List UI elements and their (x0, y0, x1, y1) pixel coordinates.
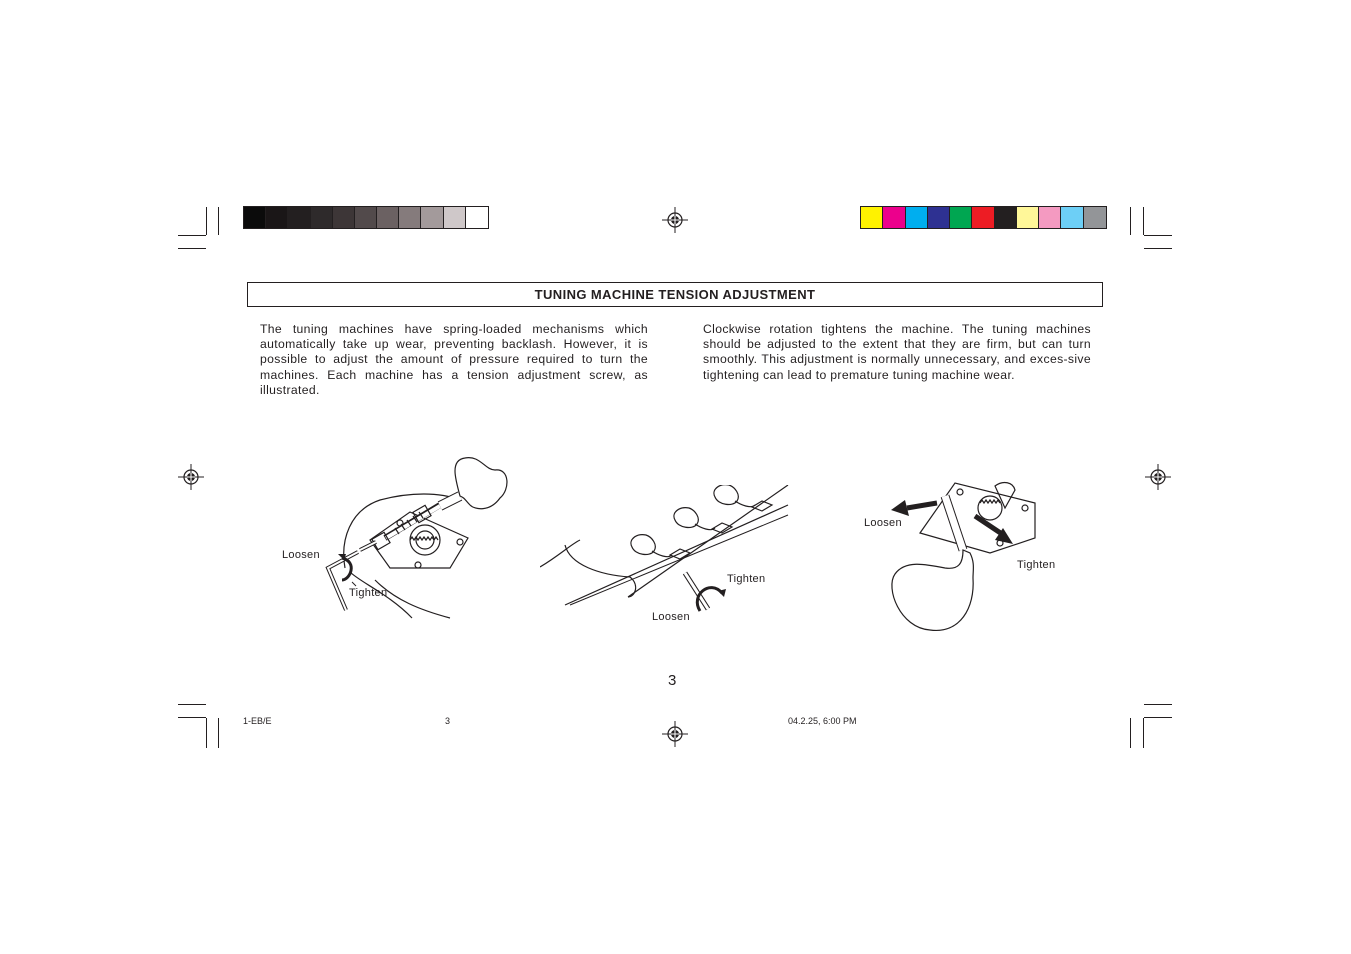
crop-mark (1144, 717, 1172, 718)
color-swatch (1017, 207, 1039, 228)
fig2-tighten-label: Tighten (727, 573, 766, 585)
color-swatch (311, 207, 333, 228)
color-swatch (244, 207, 266, 228)
process-color-bar (860, 206, 1107, 229)
color-swatch (355, 207, 377, 228)
color-swatch (883, 207, 905, 228)
crop-mark (178, 248, 206, 249)
color-swatch (1039, 207, 1061, 228)
fig2-loosen-label: Loosen (652, 611, 690, 623)
slug-file-name: 1-EB/E (243, 716, 272, 726)
crop-mark (1130, 718, 1131, 748)
fig3-tighten-label: Tighten (1017, 559, 1056, 571)
section-title-text: TUNING MACHINE TENSION ADJUSTMENT (534, 287, 816, 302)
crop-mark (1143, 718, 1144, 748)
color-swatch (377, 207, 399, 228)
color-swatch (421, 207, 443, 228)
crop-mark (178, 704, 206, 705)
color-swatch (995, 207, 1017, 228)
fig3-loosen-label: Loosen (864, 517, 902, 529)
page-number: 3 (668, 672, 677, 689)
grayscale-color-bar (243, 206, 489, 229)
color-swatch (333, 207, 355, 228)
color-swatch (861, 207, 883, 228)
fig1-loosen-label: Loosen (282, 549, 320, 561)
color-swatch (906, 207, 928, 228)
color-swatch (950, 207, 972, 228)
registration-mark-icon (662, 721, 688, 747)
slug-timestamp: 04.2.25, 6:00 PM (788, 716, 857, 726)
fig1-tighten-label: Tighten (349, 587, 388, 599)
registration-mark-icon (178, 464, 204, 490)
color-swatch (288, 207, 310, 228)
color-swatch (928, 207, 950, 228)
crop-mark (218, 207, 219, 235)
registration-mark-icon (1145, 464, 1171, 490)
color-swatch (266, 207, 288, 228)
figure-key-adjustment (885, 478, 1055, 638)
color-swatch (466, 207, 488, 228)
crop-mark (206, 207, 207, 235)
paragraph-right: Clockwise rotation tightens the machine. The tuning machines should be adjusted to the extent that they are firm, but can turn smoothly. This adjustment is normally unnecessary, and exces-sive tightening can lead to premature tuning machine wear. (703, 322, 1091, 382)
color-swatch (1061, 207, 1083, 228)
crop-mark (178, 235, 206, 236)
paragraph-left: The tuning machines have spring-loaded mechanisms which automatically take up wear, preventing backlash. However, it is possible to adjust the amount of pressure required to turn the machines. Each machine has a tension adjustment screw, as illustrated. (260, 322, 648, 397)
color-swatch (972, 207, 994, 228)
figure-hex-wrench-adjustment (300, 450, 515, 625)
color-swatch (444, 207, 466, 228)
crop-mark (178, 717, 206, 718)
section-title (247, 282, 1103, 307)
crop-mark (206, 718, 207, 748)
registration-mark-icon (662, 207, 688, 233)
color-swatch (399, 207, 421, 228)
figure-screwdriver-adjustment (540, 485, 790, 625)
color-swatch (1084, 207, 1106, 228)
crop-mark (218, 718, 219, 748)
crop-mark (1144, 235, 1172, 236)
crop-mark (1144, 704, 1172, 705)
crop-mark (1143, 207, 1144, 235)
crop-mark (1130, 207, 1131, 235)
crop-mark (1144, 248, 1172, 249)
slug-page: 3 (445, 716, 451, 726)
